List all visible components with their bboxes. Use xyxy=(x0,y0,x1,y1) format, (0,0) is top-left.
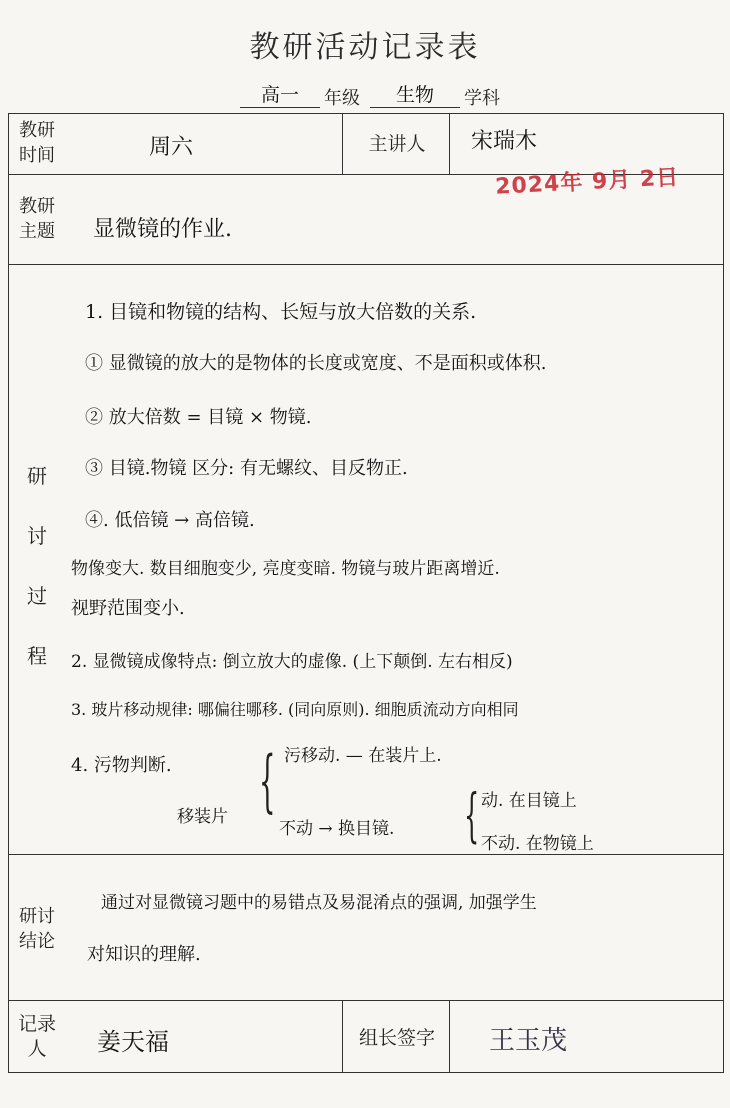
grade-label: 年级 xyxy=(324,88,360,109)
grade-value: 高一 xyxy=(240,80,320,108)
conclusion-line-2: 对知识的理解. xyxy=(87,944,201,965)
process-line: 物像变大. 数目细胞变少, 亮度变暗. 物镜与玻片距离增近. xyxy=(71,559,500,579)
topic-value: 显微镜的作业. xyxy=(93,217,232,242)
process-line: ② 放大倍数 = 目镜 × 物镜. xyxy=(85,407,312,428)
leader-label: 组长签字 xyxy=(358,1027,435,1049)
branch-right-top: 动. 在目镜上 xyxy=(481,791,577,811)
speaker-label: 主讲人 xyxy=(368,133,426,155)
time-label: 教研时间 xyxy=(19,120,55,166)
process-line: ① 显微镜的放大的是物体的长度或宽度、不是面积或体积. xyxy=(85,353,547,374)
date-stamp: 2024年 9月 2日 xyxy=(494,165,680,200)
process-label-3: 过 xyxy=(27,584,47,608)
branch-top: 污移动. — 在装片上. xyxy=(284,746,442,766)
topic-label: 教研主题 xyxy=(19,196,55,242)
recorder-value: 姜天福 xyxy=(97,1028,169,1056)
conclusion-line-1: 通过对显微镜习题中的易错点及易混淆点的强调, 加强学生 xyxy=(101,893,537,913)
brace-icon: { xyxy=(464,782,480,850)
process-label-4: 程 xyxy=(27,644,47,668)
process-line: 2. 显微镜成像特点: 倒立放大的虚像. (上下颠倒. 左右相反) xyxy=(71,652,513,672)
record-table xyxy=(8,113,724,1073)
process-line: ③ 目镜.物镜 区分: 有无螺纹、目反物正. xyxy=(85,458,408,479)
branch-mid: 不动 → 换目镜. xyxy=(279,819,395,839)
process-line: ④. 低倍镜 → 高倍镜. xyxy=(85,510,255,531)
branch-left: 移装片 xyxy=(177,807,228,827)
brace-icon: { xyxy=(259,744,276,822)
process-line: 视野范围变小. xyxy=(71,598,185,619)
subject-value: 生物 xyxy=(370,80,460,108)
process-line: 3. 玻片移动规律: 哪偏往哪移. (同向原则). 细胞质流动方向相同 xyxy=(71,700,519,719)
leader-sign: 王玉茂 xyxy=(489,1026,568,1056)
form-title: 教研活动记录表 xyxy=(249,30,481,65)
speaker-value: 宋瑞木 xyxy=(471,129,538,154)
branch-right-bottom: 不动. 在物镜上 xyxy=(481,834,594,854)
time-value: 周六 xyxy=(149,135,194,160)
process-line: 4. 污物判断. xyxy=(71,755,172,776)
conclusion-label: 研讨结论 xyxy=(19,906,55,952)
subject-label: 学科 xyxy=(464,88,500,109)
process-label-2: 讨 xyxy=(27,524,47,548)
process-line: 1. 目镜和物镜的结构、长短与放大倍数的关系. xyxy=(85,301,477,323)
grade-subject-line xyxy=(240,80,540,110)
process-label-1: 研 xyxy=(27,464,47,488)
recorder-label: 记录人 xyxy=(17,1013,56,1060)
